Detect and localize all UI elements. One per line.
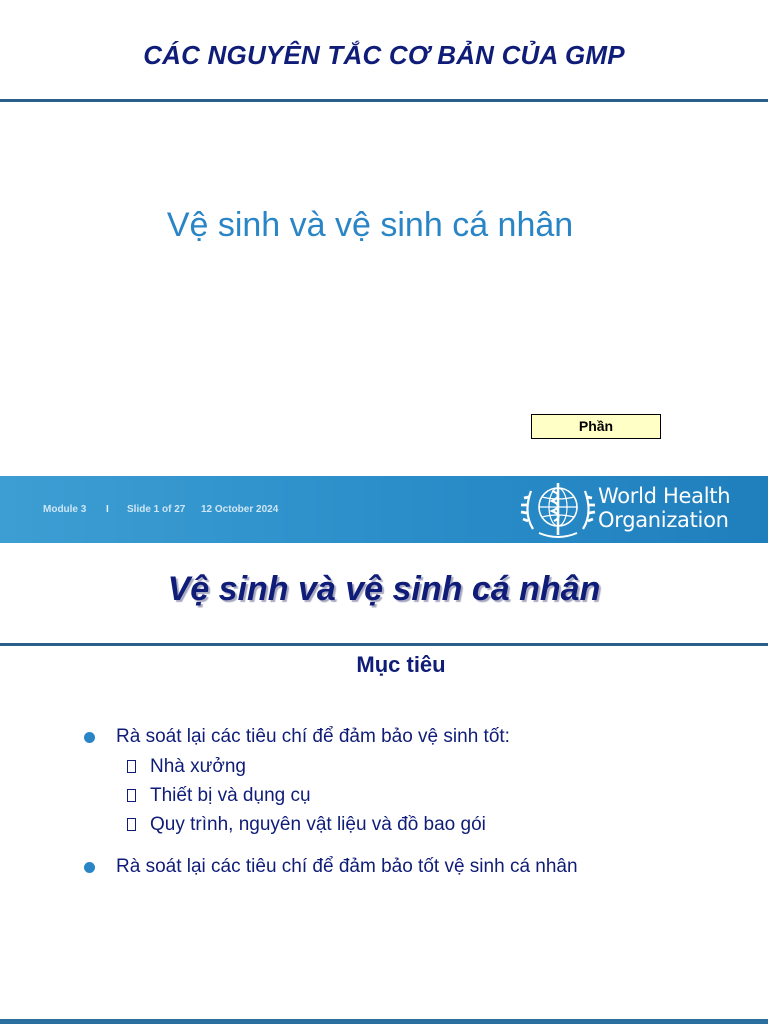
slide-date: 12 October 2024 — [201, 504, 279, 515]
module-label: Module 3 — [43, 504, 87, 515]
who-emblem-icon — [519, 477, 597, 541]
slide-title: Vệ sinh và vệ sinh cá nhân — [166, 206, 574, 244]
header-divider — [0, 99, 768, 102]
sub-bullet-text: Nhà xưởng — [150, 756, 246, 777]
who-logo-line2: Organization — [598, 508, 729, 532]
bullet-text: Rà soát lại các tiêu chí để đảm bảo tốt vệ sinh cá nhân — [116, 856, 578, 877]
bullet-dot-icon — [84, 732, 95, 743]
sub-bullet-text: Thiết bị và dụng cụ — [150, 785, 311, 806]
footer-separator: I — [106, 504, 109, 515]
who-logo-text — [598, 484, 730, 532]
title-divider — [0, 643, 768, 646]
slide-number: Slide 1 of 27 — [127, 504, 186, 515]
who-logo-line1: World Health — [598, 484, 731, 508]
bullet-dot-icon — [84, 862, 95, 873]
bottom-divider — [0, 1019, 768, 1024]
sub-bullet-box-icon — [127, 789, 136, 802]
slide-header: CÁC NGUYÊN TẮC CƠ BẢN CỦA GMP — [143, 40, 625, 70]
sub-bullet-box-icon — [127, 818, 136, 831]
objectives-heading: Mục tiêu — [356, 652, 446, 677]
slide-title: Vệ sinh và vệ sinh cá nhân — [167, 570, 601, 608]
sub-bullet-text: Quy trình, nguyên vật liệu và đồ bao gói — [150, 814, 486, 835]
part-label-box: Phần — [531, 414, 661, 439]
bullet-text: Rà soát lại các tiêu chí để đảm bảo vệ sinh tốt: — [116, 726, 510, 747]
sub-bullet-box-icon — [127, 760, 136, 773]
